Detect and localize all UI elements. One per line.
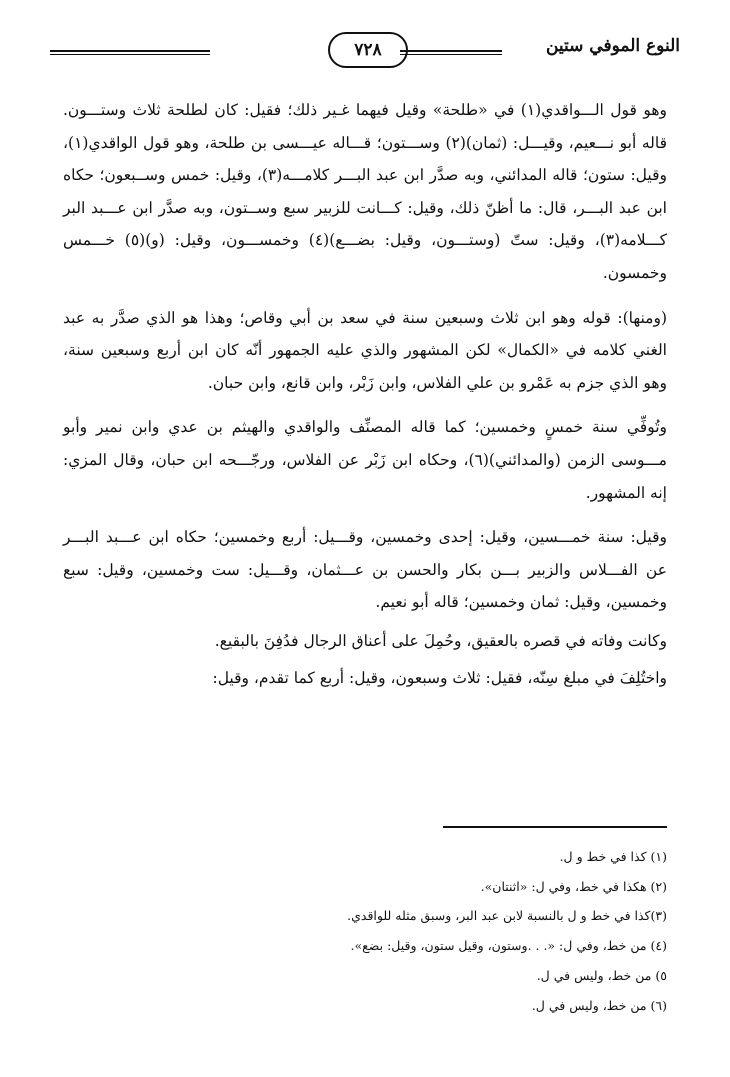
header-rule-right bbox=[400, 50, 502, 55]
paragraph-4: وقيل: سنة خمـــسين، وقيل: إحدى وخمسين، وقـــيل: أربع وخمسين؛ حكاه ابن عـــبد البـــر عن الفـــلاس والزبير بـــن بكار والحسن بن عـــثمان، وقـــيل: ست وخمسين، وقيل: سبع وخمسين، وقيل: ثمان وخمسين؛ قاله أبو نعيم. bbox=[63, 528, 667, 612]
page-header bbox=[50, 30, 680, 70]
page-number: ٧٢٨ bbox=[328, 32, 408, 68]
paragraph-5: وكانت وفاته في قصره بالعقيق، وحُمِلَ على أعناق الرجال فدُفِنَ بالبقيع. bbox=[214, 631, 667, 650]
main-text bbox=[63, 94, 667, 694]
footnote-3: (٣)كذا في خط و ل بالنسبة لابن عبد البر، وسبق مثله للواقدي. bbox=[347, 908, 667, 924]
footnote-separator bbox=[443, 826, 667, 828]
paragraph-6: واختُلِفَ في مبلغ سِنّه، فقيل: ثلاث وسبعون، وقيل: أربع كما تقدم، وقيل: bbox=[212, 668, 667, 687]
footnote-2: (٢) هكذا في خط، وفي ل: «اثنتان». bbox=[480, 878, 667, 894]
paragraph-1: وهو قول الـــواقدي(١) في «طلحة» وقيل فيهما غـير ذلك؛ فقيل: كان لطلحة ثلاث وستـــون. قاله أبو نـــعيم، وقيـــل: (ثمان)(٢) وســـتون؛ قـــاله عيـــسى بن طلحة، وهو قول الواقدي(١)، وقيل: ستون؛ قاله المدائني، وبه صدَّر ابن عبد البـــر كلامـــه(٣)، وقيل: خمس وســبعون؛ حكاه ابن عبد البـــر، قال: ما أظنّ ذلك، وقيل: كـــانت للزبير سبع وســتون، وبه صدَّر ابن عـــبد البر كـــلامه(٣)، وقيل: ستّ (وستـــون، وقيل: بضـــع)(٤) وخمســـون، وقيل: (و)(٥) خـــمس وخمسون. bbox=[63, 101, 668, 282]
paragraph-3: وتُوفِّي سنة خمسٍ وخمسين؛ كما قاله المصنِّف والواقدي والهيثم بن عدي وابن نمير وأبو مـــوسى الزمن (والمدائني)(٦)، وحكاه ابن زَبْر عن الفلاس، ورجّـــحه ابن حبان، وقال المزي: إنه المشهور. bbox=[63, 418, 667, 502]
footnote-1: (١) كذا في خط و ل. bbox=[559, 849, 667, 864]
running-title: النوع الموفي ستين bbox=[545, 36, 680, 56]
footnote-6: (٦) من خط، وليس في ل. bbox=[531, 997, 667, 1013]
footnote-4: (٤) من خط، وفي ل: «. . .وستون، وقيل ستون، وقيل: بضع». bbox=[350, 938, 667, 954]
footnote-5: ٥) من خط، وليس في ل. bbox=[536, 967, 667, 983]
header-rule-left bbox=[50, 50, 210, 55]
paragraph-2: (ومنها): قوله وهو ابن ثلاث وسبعين سنة في سعد بن أبي وقاص؛ وهذا هو الذي صدَّر به عبد الغني كلامه في «الكمال» لكن المشهور والذي عليه الجمهور أنّه كان ابن أربع وسبعين سنة، وهو الذي جزم به عَمْرو بن علي الفلاس، وابن زَبْر، وابن قانع، وابن حبان. bbox=[63, 308, 667, 392]
footnotes bbox=[63, 842, 667, 1020]
